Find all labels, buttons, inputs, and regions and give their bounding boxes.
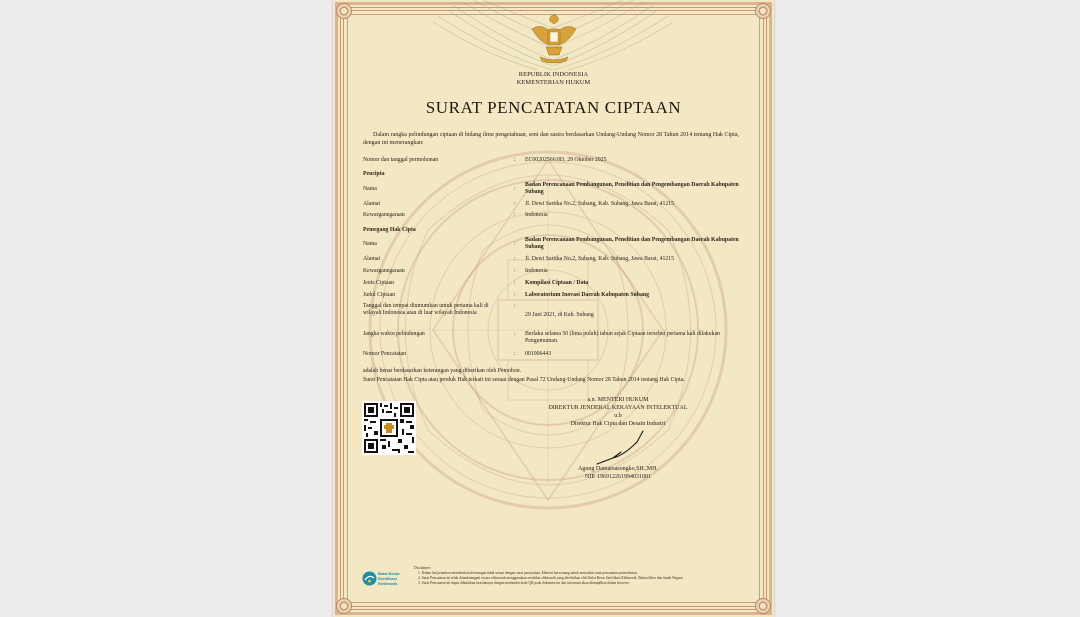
application-value: EC00202566183, 29 Oktober 2025 <box>525 157 607 163</box>
disclaimer-item: 2. Surat Pencatatan ini telah ditandatangani secara elektronik menggunakan sertifikat elektronik yang diterbitkan oleh Balai Besar Sertifikasi Elektronik, Badan Siber dan Sandi Negara. <box>418 576 684 580</box>
bsre-logo-text: Balai Besar Sertifikasi Elektronik <box>378 571 400 586</box>
closing-line-2: Surat Pencatatan Hak Cipta atau produk Hak terkait ini sesuai dengan Pasal 72 Undang-Undang Nomor 28 Tahun 2014 tentang Hak Cipta. <box>363 377 685 383</box>
disclaimer-title: Disclaimer: <box>414 566 431 570</box>
signature-title-1: a.n. MENTERI HUKUM <box>587 397 649 403</box>
signature-mark-icon <box>591 428 651 468</box>
certificate-page: REPUBLIK INDONESIA KEMENTERIAN HUKUM SURAT PENCATATAN CIPTAAN Dalam rangka pelindungan ciptaan di bidang ilmu pengetahuan, seni dan sastra berdasarkan Undang-Undang Nomor 28 Tahun 2014 tentang Hak Cipta, dengan ini menerangkan: Nomor dan tanggal permohonan : EC00202566183, 29 Oktober 2025 Pencipta Nama : Badan Perencanaan Pembangunan, Penelitian dan Pengembangan Daerah Kabupaten Subang Alamat : Jl. Dewi Sartika No.2, Subang, Kab. Subang, Jawa Barat, 41215 Kewarganegaraan : Indonesia Pemegang Hak Cipta Nama : Badan Perencanaan Pembangunan, Penelitian dan Pengembangan Daerah Kabupaten Subang Alamat : Jl. Dewi Sartika No.2, Subang, Kab. Subang, Jawa Barat, 41215 Kewarganegaraan : Indonesia Jenis Ciptaan : Kompilasi Ciptaan / Data Judul Ciptaan : Laboratorium Inovasi Daerah Kabupaten Subang Tanggal dan tempat diumumkan untuk pertama kali di wilayah Indonesia atau di luar wilayah Indonesia : 29 Juni 2021, di Kab. Subang Jangka waktu pelindungan : Berlaku selama 50 (lima puluh) tahun sejak Ciptaan tersebut pertama kali dilakukan Pengumuman. Nomor Pencatatan : 001006443 adalah benar berdasarkan keterangan yang diberikan oleh Pemohon. Surat Pencatatan Hak Cipta atau produk Hak terkait ini sesuai dengan Pasal 72 Undang-Undang Nomor 28 Tahun 2014 tentang Hak Cipta. a.n. MENTERI HUKUM DIREKTUR JENDERAL KEKAYAAN INTELEKTUAL u.b Direktur Hak Cipta dan Desain Industri Agung Damarsasongko,SH.,MH. NIP. 196912261994031001 Balai Besar Sertifikasi Elektronik Disclaimer: 1. Dalam hal pemohon memberikan keterangan tidak sesuai dengan surat pernyataan, Menteri berwenang untuk mencabut surat pencatatan permohonan. 2. Surat Pencatatan ini telah ditandatangani secara elektronik menggunakan sertifikat elektronik yang diterbitkan oleh Balai Besar Sertifikasi Elektronik, Badan Siber dan Sandi Negara. 3. Surat Pencatatan ini dapat dibuktikan keasliannya dengan memindai kode QR pada dokumen ini dan informasi akan ditampilkan dalam browser. <box>333 0 774 617</box>
field-label: Kewarganegaraan <box>363 268 405 274</box>
qr-code[interactable] <box>362 401 416 455</box>
field-label: Judul Ciptaan <box>363 292 396 298</box>
field-value: Badan Perencanaan Pembangunan, Penelitian dan Pengembangan Daerah Kabupaten Subang <box>525 182 739 195</box>
signature-title-3: u.b <box>614 413 622 419</box>
field-label: Tanggal dan tempat diumumkan untuk pertama kali di wilayah Indonesia atau di luar wilayah Indonesia <box>363 303 489 316</box>
section-heading-pencipta: Pencipta <box>363 171 385 177</box>
field-value: Laboratorium Inovasi Daerah Kabupaten Subang <box>525 292 650 298</box>
intro-paragraph: Dalam rangka pelindungan ciptaan di bidang ilmu pengetahuan, seni dan sastra berdasarkan Undang-Undang Nomor 28 Tahun 2014 tentang Hak Cipta, dengan ini menerangkan: <box>363 132 739 146</box>
field-value: Indonesia <box>525 268 548 274</box>
field-value: Jl. Dewi Sartika No.2, Subang, Kab. Subang, Jawa Barat, 41215 <box>525 256 675 262</box>
field-value: Jl. Dewi Sartika No.2, Subang, Kab. Subang, Jawa Barat, 41215 <box>525 201 675 207</box>
field-value: 29 Juni 2021, di Kab. Subang <box>525 312 594 318</box>
bsre-logo-icon <box>362 571 377 586</box>
garuda-emblem-icon <box>528 9 580 69</box>
closing-line-1: adalah benar berdasarkan keterangan yang diberikan oleh Pemohon. <box>363 368 522 374</box>
disclaimer-item: 3. Surat Pencatatan ini dapat dibuktikan keasliannya dengan memindai kode QR pada dokumen ini dan informasi akan ditampilkan dalam browser. <box>418 581 630 585</box>
ministry-name: KEMENTERIAN HUKUM <box>516 79 591 86</box>
signature-title-4: Direktur Hak Cipta dan Desain Industri <box>570 421 666 427</box>
field-label: Nama <box>363 241 377 247</box>
field-label: Jangka waktu pelindungan <box>363 331 425 337</box>
disclaimer <box>414 566 764 586</box>
field-value: Kompilasi Ciptaan / Data <box>525 280 589 286</box>
section-heading-pemegang: Pemegang Hak Cipta <box>363 227 416 233</box>
field-label: Nama <box>363 186 377 192</box>
signature-title-2: DIREKTUR JENDERAL KEKAYAAN INTELEKTUAL <box>548 405 688 411</box>
page-title: SURAT PENCATATAN CIPTAAN <box>425 98 682 117</box>
field-label: Jenis Ciptaan <box>363 280 395 286</box>
field-label: Alamat <box>363 201 381 207</box>
application-label: Nomor dan tanggal permohonan <box>363 157 439 163</box>
field-label: Alamat <box>363 256 381 262</box>
field-label: Nomor Pencatatan <box>363 351 406 357</box>
field-label: Kewarganegaraan <box>363 212 405 218</box>
signer-nip: NIP. 196912261994031001 <box>584 474 651 480</box>
field-value: Badan Perencanaan Pembangunan, Penelitian dan Pengembangan Daerah Kabupaten Subang <box>525 237 739 250</box>
field-value: 001006443 <box>525 351 552 357</box>
disclaimer-item: 1. Dalam hal pemohon memberikan keterangan tidak sesuai dengan surat pernyataan, Menteri berwenang untuk mencabut surat pencatatan permohonan. <box>418 571 638 575</box>
country-name: REPUBLIK INDONESIA <box>518 71 589 78</box>
field-value: Indonesia <box>525 212 548 218</box>
signer-name: Agung Damarsasongko,SH.,MH. <box>578 466 658 472</box>
field-value: Berlaku selama 50 (lima puluh) tahun sejak Ciptaan tersebut pertama kali dilakukan Pengumuman. <box>525 331 720 344</box>
